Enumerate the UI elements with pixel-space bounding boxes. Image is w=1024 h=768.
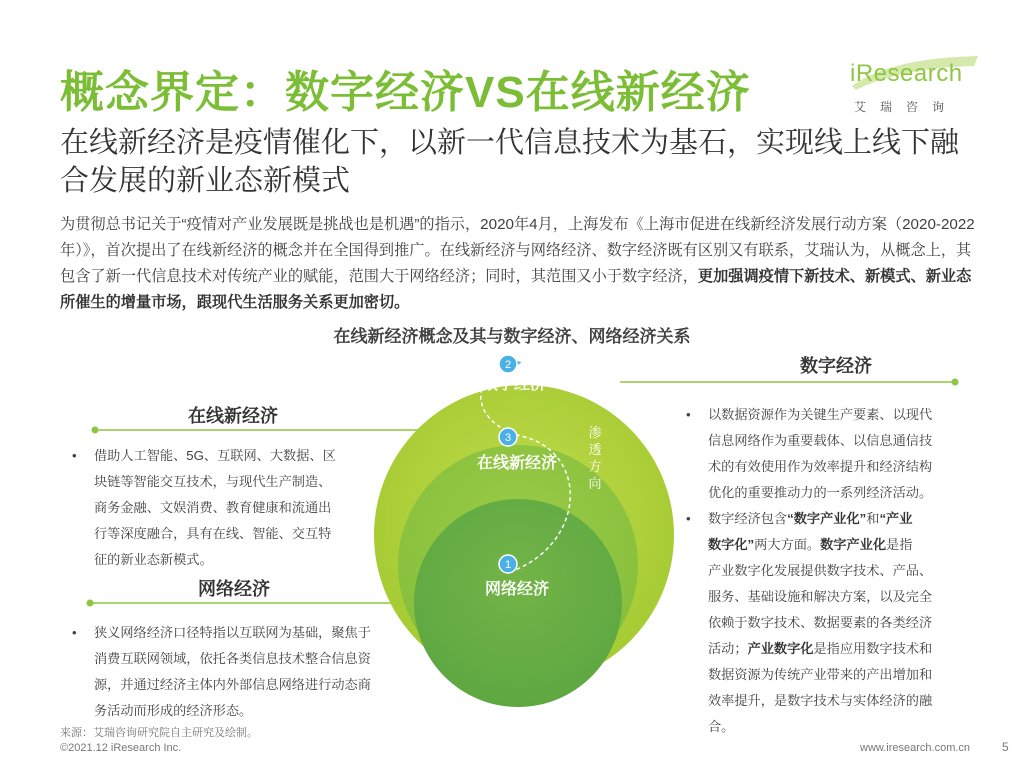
intro-bold-text: 更加强调疫情下新技术、新模式、新业态所催生的增量市场，跟现代生活服务关系更加密切。 (60, 268, 972, 311)
footer-url[interactable]: www.iresearch.com.cn (860, 742, 971, 754)
text-line: 数字经济包含“数字产业化”和“产业 (708, 511, 913, 526)
digital-economy-desc (686, 402, 976, 740)
text-line: 活动；产业数字化是指应用数字技术和 (708, 641, 933, 656)
direction-char: 方 (588, 459, 602, 474)
text-line: 数字化”两大方面。数字产业化是指 (708, 537, 913, 552)
page-title: 概念界定：数字经济VS在线新经济 (60, 68, 751, 117)
list-item (686, 402, 976, 506)
text-line: 优化的重要推动力的一系列经济活动。 (708, 485, 933, 500)
connector-online-dot (92, 427, 99, 434)
source-note: 来源：艾瑞咨询研究院自主研究及绘制。 (60, 727, 258, 739)
text-line: 依赖于数字技术、数据要素的各类经济 (708, 615, 933, 630)
connector-digital-dot (952, 379, 959, 386)
text-line: 狭义网络经济口径特指以互联网为基础，聚焦于 (94, 625, 371, 640)
connector-network-dot (87, 600, 94, 607)
text-line: 源，并通过经济主体内外部信息网络进行动态商 (94, 677, 371, 692)
bullet-icon: • (686, 511, 691, 526)
digital-economy-label: 数字经济 (481, 376, 547, 393)
direction-char: 向 (588, 476, 602, 491)
text-line: 产业数字化发展提供数字技术、产品、 (708, 563, 933, 578)
online-economy-label: 在线新经济 (476, 455, 558, 472)
direction-char: 透 (588, 442, 602, 457)
bullet-icon: • (686, 407, 691, 422)
badge-2-text: 2 (504, 359, 512, 371)
badge-1-text: 1 (504, 559, 512, 571)
online-economy-heading: 在线新经济 (188, 406, 278, 426)
text-line: 商务金融、文娱消费、教育健康和流通出 (94, 500, 332, 515)
bullet-icon: • (72, 625, 77, 640)
page-number: 5 (1002, 740, 1009, 754)
badge-3-text: 3 (504, 432, 512, 444)
network-economy-desc (72, 620, 412, 724)
text-line: 征的新业态新模式。 (94, 552, 213, 567)
text-line: 数据资源为传统产业带来的产出增加和 (708, 667, 933, 682)
text-line: 效率提升，是数字技术与实体经济的融 (708, 693, 933, 708)
text-line: 服务、基础设施和解决方案，以及完全 (708, 589, 933, 604)
text-line: 消费互联网领域，依托各类信息技术整合信息资 (94, 651, 371, 666)
list-item (72, 443, 372, 573)
bullet-icon: • (72, 448, 77, 463)
list-item (72, 620, 412, 724)
text-line: 块链等智能交互技术，与现代生产制造、 (94, 474, 332, 489)
network-economy-label: 网络经济 (484, 581, 550, 598)
network-economy-heading: 网络经济 (198, 579, 270, 599)
direction-char: 渗 (588, 425, 602, 440)
logo-text: iResearch (850, 60, 963, 87)
text-line: 以数据资源作为关键生产要素、以现代 (708, 407, 933, 422)
intro-plain-text: 为贯彻总书记关于“疫情对产业发展既是挑战也是机遇”的指示，2020年4月，上海发布《上海市促进在线新经济发展行动方案（2020-2022年）》，首次提出了在线新经济的概念并在全国得到推广。在线新经济与网络经济、数字经济既有区别又有联系，艾瑞认为，从概念上，其包含了新一代信息技术对传统产业的赋能，范围大于网络经济；同时，其范围又小于数字经济， (60, 216, 975, 285)
online-economy-desc (72, 443, 372, 573)
text-line: 合。 (708, 719, 735, 734)
digital-economy-heading: 数字经济 (800, 356, 872, 376)
network-economy-circle (414, 499, 622, 707)
text-line: 行等深度融合，具有在线、智能、交互特 (94, 526, 332, 541)
diagram-title: 在线新经济概念及其与数字经济、网络经济关系 (333, 327, 691, 346)
text-line: 信息网络作为重要载体、以信息通信技 (708, 433, 933, 448)
page-subtitle: 在线新经济是疫情催化下，以新一代信息技术为基石，实现线上线下融合发展的新业态新模式 (60, 127, 960, 197)
text-line: 借助人工智能、5G、互联网、大数据、区 (94, 448, 336, 463)
text-line: 务活动而形成的经济形态。 (94, 703, 253, 718)
text-line: 术的有效使用作为效率提升和经济结构 (708, 459, 933, 474)
footer-copyright: ©2021.12 iResearch Inc. (60, 742, 182, 754)
logo-subtitle: 艾瑞咨询 (854, 100, 959, 114)
list-item (686, 506, 976, 740)
